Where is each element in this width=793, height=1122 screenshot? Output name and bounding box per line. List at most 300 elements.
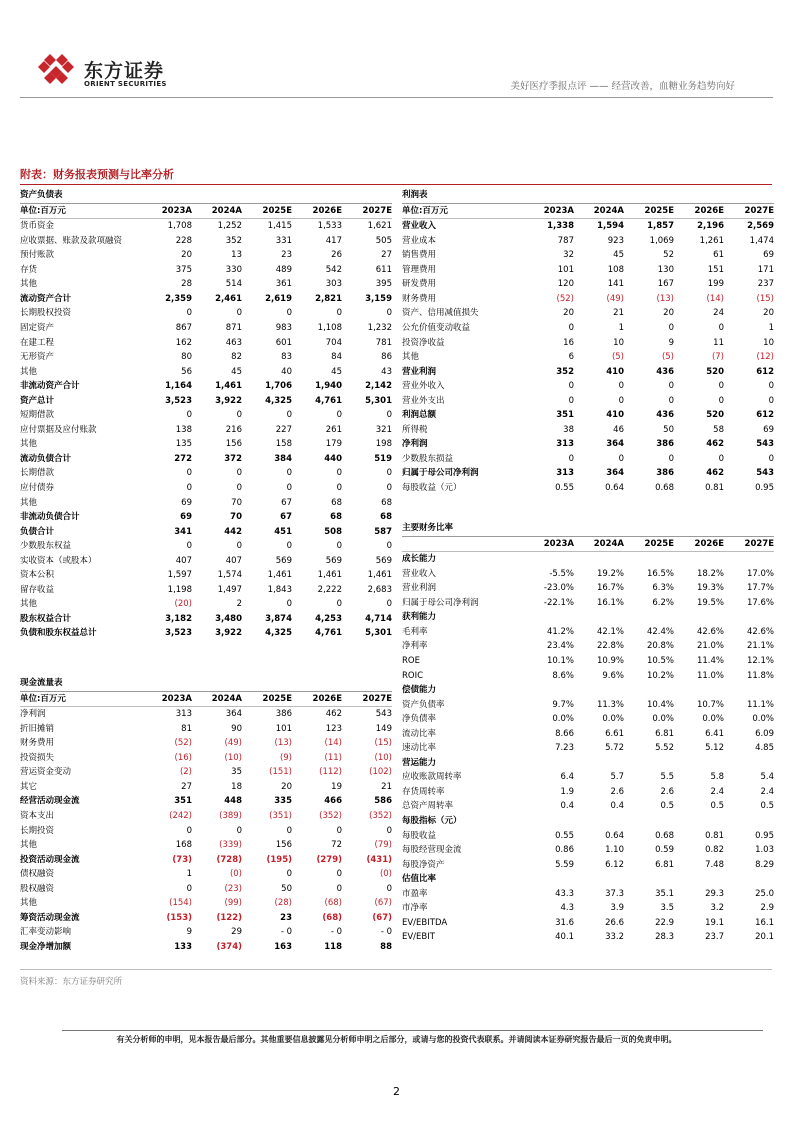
row-label: 营业外收入 [402,381,445,392]
cell-value [524,872,574,887]
cell-value: 1,261 [699,235,724,246]
cell-value: 16 [563,337,574,348]
unit-header [402,537,524,552]
table-row [402,712,774,727]
cell-value: 10.1% [546,655,574,666]
row-label: 长期借款 [20,468,55,479]
cell-value: (16) [174,752,192,763]
table-row [402,639,774,654]
table-row [20,882,392,897]
cell-value [724,756,774,771]
cell-value: 6.12 [605,859,624,870]
cell-value: 0 [286,308,292,319]
table-header-row [20,692,392,707]
table-row [402,452,774,467]
row-label: 折旧摊销 [20,723,55,734]
cell-value: 0 [236,308,242,319]
cell-value: 72 [331,840,342,851]
table-row [20,336,392,351]
cell-value: 352 [225,235,242,246]
cell-value: (352) [319,810,342,821]
cell-value: 1.10 [605,845,624,856]
row-label: 营运能力 [402,757,437,768]
cell-value: (9) [279,752,292,763]
cell-value: 704 [325,337,342,348]
cell-value: (5) [661,352,674,363]
table-row [20,612,392,627]
cell-value: (14) [706,293,724,304]
cell-value: 0 [718,453,724,464]
row-label: 每股收益（元） [402,482,462,493]
row-label: 经营活动现金流 [20,796,80,807]
row-label: 利润总额 [402,410,437,421]
table-row [402,683,774,698]
cell-value: 41.2% [546,626,574,637]
cell-value: 120 [557,279,574,290]
row-label: 其他 [20,497,38,508]
cell-value: 21.0% [696,641,724,652]
cell-value: 0 [668,322,674,333]
cell-value: 462 [706,439,724,450]
cell-value: 68 [380,512,392,523]
cell-value: 1,940 [315,381,342,392]
year-header: 2025E [242,692,292,707]
year-header: 2027E [342,692,392,707]
cell-value: 543 [375,709,392,720]
cell-value: 489 [275,264,292,275]
cell-value [624,552,674,567]
cell-value: 68 [381,497,392,508]
cell-value: 163 [274,941,292,952]
cell-value: 19.5% [696,597,724,608]
income-statement-table [402,204,774,496]
row-label: 留存收益 [20,584,55,595]
table-row [20,867,392,882]
row-label: 投资损失 [20,752,55,763]
cell-value: 179 [325,439,342,450]
cell-value: 364 [606,468,624,479]
table-row [20,765,392,780]
row-label: 营业收入 [402,568,437,579]
year-header: 2025E [624,537,674,552]
cell-value: 335 [274,796,292,807]
cell-value: 10.5% [646,655,674,666]
cell-value: 0 [336,541,342,552]
row-label: 其他 [20,439,38,450]
cell-value: 611 [375,264,392,275]
cell-value: 1,843 [267,584,292,595]
cell-value: 81 [181,723,192,734]
row-label: 市净率 [402,903,428,914]
cell-value: 508 [324,526,342,537]
table-row [402,306,774,321]
cell-value: 0 [386,468,392,479]
cell-value: (14) [324,738,342,749]
row-label: 营业外支出 [402,395,445,406]
cell-value: - 0 [380,927,392,938]
row-label: 实收资本（或股本） [20,555,97,566]
table-row [20,263,392,278]
cell-value: - 0 [280,927,292,938]
cell-value: (12) [756,352,774,363]
cell-value: 69 [763,424,774,435]
brand-name-cn: 东方证券 [84,60,165,82]
cell-value: 16.7% [596,583,624,594]
table-row [20,583,392,598]
row-label: 净利润 [20,709,46,720]
row-label: EV/EBIT [402,932,435,943]
cell-value: 1,198 [167,584,192,595]
cell-value: 0.0% [552,714,574,725]
source-divider [20,969,772,970]
cell-value: 364 [225,709,242,720]
cell-value: 505 [375,235,392,246]
cell-value: (7) [711,352,724,363]
cell-value: 23.4% [546,641,574,652]
table-row [402,552,774,567]
cell-value: 261 [325,424,342,435]
table-row [20,751,392,766]
cell-value: 26.6 [605,917,624,928]
cell-value: 23 [280,912,292,923]
cell-value: 0.4 [560,801,574,812]
income-statement-title: 利润表 [402,188,774,204]
cell-value: 10.9% [596,655,624,666]
cell-value: (151) [269,767,292,778]
cell-value: (68) [324,898,342,909]
cell-value: 88 [380,941,392,952]
cell-value [724,610,774,625]
row-label: 偿债能力 [402,685,437,696]
cell-value: 1,474 [749,235,774,246]
cell-value: 11.4% [696,655,724,666]
row-label: 管理费用 [402,264,437,275]
cell-value: 0.5 [710,801,724,812]
cell-value [574,814,624,829]
row-label: 其它 [20,781,38,792]
year-header: 2024A [192,204,242,219]
cell-value: 4.85 [755,743,774,754]
cell-value: 0.68 [655,830,674,841]
cell-value [674,683,724,698]
table-row [20,554,392,569]
cell-value: 10 [613,337,624,348]
cell-value: (52) [556,293,574,304]
cell-value: 5,301 [365,628,392,639]
cell-value: 28.3 [655,932,674,943]
cell-value: 0 [186,883,192,894]
cell-value: 5.5 [660,772,674,783]
row-label: 每股收益 [402,830,437,841]
cell-value: 0 [286,599,292,610]
cell-value: 0 [336,825,342,836]
cell-value: 19.1 [705,917,724,928]
cell-value: 199 [707,279,724,290]
cell-value: 16.5% [646,568,674,579]
cell-value: 37.3 [605,888,624,899]
table-row [20,321,392,336]
row-label: EV/EBITDA [402,917,448,928]
cell-value: 0 [236,410,242,421]
cell-value: 3,159 [365,293,392,304]
cell-value [674,814,724,829]
table-row [20,234,392,249]
year-header: 2027E [724,204,774,219]
cell-value: 0 [668,381,674,392]
cell-value: 84 [331,352,342,363]
cell-value: 463 [225,337,242,348]
cell-value: 7.23 [555,743,574,754]
row-label: 股权融资 [20,883,55,894]
cell-value: 0 [768,381,774,392]
cell-value: (99) [224,898,242,909]
cell-value: 0.81 [705,482,724,493]
cell-value: (67) [372,912,392,923]
cell-value: 50 [663,424,674,435]
cell-value: 58 [713,424,724,435]
row-label: 营业利润 [402,583,437,594]
row-label: 投资活动现金流 [20,854,80,865]
cell-value: 0.68 [655,482,674,493]
cell-value: 12.1% [746,655,774,666]
cell-value: 1,164 [165,381,192,392]
cell-value: 352 [556,366,574,377]
cell-value: 514 [225,279,242,290]
cell-value: 6.81 [655,728,674,739]
cell-value: 2,461 [215,293,242,304]
cell-value: 0 [336,482,342,493]
cell-value: 32 [563,250,574,261]
cell-value: 569 [325,555,342,566]
cell-value: 10.2% [646,670,674,681]
cell-value: 781 [375,337,392,348]
cell-value [624,683,674,698]
table-row [402,336,774,351]
cell-value: 40 [281,366,292,377]
cell-value: 69 [180,512,192,523]
cell-value: 0 [186,410,192,421]
row-label: 固定资产 [20,322,55,333]
table-row [402,698,774,713]
row-label: 所得税 [402,424,428,435]
cell-value: 6.4 [560,772,574,783]
cell-value [524,683,574,698]
cell-value: 237 [757,279,774,290]
row-label: 净利率 [402,641,428,652]
cell-value: 0 [718,395,724,406]
cell-value: (195) [266,854,292,865]
cell-value: -22.1% [543,597,574,608]
table-row [20,722,392,737]
year-header: 2026E [292,692,342,707]
row-label: 净负债率 [402,714,437,725]
table-row [402,437,774,452]
table-row [20,896,392,911]
cell-value: 0.81 [705,830,724,841]
cell-value: 23.7 [705,932,724,943]
cell-value: 330 [225,264,242,275]
cell-value: 24 [713,308,724,319]
cell-value: 1,461 [367,570,392,581]
row-label: 销售费用 [402,250,437,261]
table-row [402,669,774,684]
cell-value: 50 [281,883,292,894]
cell-value: 11 [713,337,724,348]
financial-ratios-table [402,537,774,945]
table-row [20,394,392,409]
cell-value: 69 [763,250,774,261]
cell-value: 33.2 [605,932,624,943]
cell-value: (389) [219,810,242,821]
row-label: 应收账款周转率 [402,772,462,783]
cell-value: (112) [319,767,342,778]
cell-value: 462 [325,709,342,720]
cell-value: 2,569 [747,221,774,232]
row-label: 每股经营现金流 [402,845,462,856]
cell-value: 6.09 [755,728,774,739]
cell-value: 2.4 [710,786,724,797]
cell-value: 0 [336,468,342,479]
cell-value: 4,325 [265,628,292,639]
cell-value: 10 [763,337,774,348]
cell-value: 1,232 [367,322,392,333]
table-row [20,925,392,940]
cell-value: 46 [613,424,624,435]
table-row [402,277,774,292]
cell-value: 10.4% [646,699,674,710]
cell-value: 17.7% [746,583,774,594]
cell-value: 38 [563,424,574,435]
cell-value: 18.2% [696,568,724,579]
table-row [402,727,774,742]
cell-value: 1 [618,322,624,333]
cell-value: 1,574 [217,570,242,581]
row-label: 非流动资产合计 [20,381,80,392]
cell-value: (52) [174,738,192,749]
cell-value: (2) [179,767,192,778]
cell-value: (11) [324,752,342,763]
table-row [402,292,774,307]
cell-value: 1,252 [217,221,242,232]
income-statement-panel [402,188,774,496]
table-row [402,481,774,496]
table-row [20,736,392,751]
table-row [20,911,392,926]
cell-value: 2,821 [315,293,342,304]
cell-value: 138 [175,424,192,435]
row-label: 无形资产 [20,352,55,363]
cell-value: 612 [756,366,774,377]
row-label: 公允价值变动收益 [402,322,471,333]
page-number: 2 [393,1085,400,1098]
cell-value: 18 [231,781,242,792]
cell-value [624,814,674,829]
cell-value: 272 [174,453,192,464]
cell-value: 42.6% [696,626,724,637]
table-row [20,853,392,868]
cell-value: (339) [219,840,242,851]
cell-value: (49) [224,738,242,749]
cell-value: 20 [763,308,774,319]
row-label: 流动负债合计 [20,453,72,464]
cell-value [574,872,624,887]
cell-value: 0.0% [752,714,774,725]
row-label: 应付债券 [20,482,55,493]
cell-value: (279) [316,854,342,865]
table-row [20,452,392,467]
cell-value: 43 [381,366,392,377]
cell-value: (10) [224,752,242,763]
cell-value: 2,683 [367,584,392,595]
cell-value: 520 [706,410,724,421]
cell-value: 43.3 [555,888,574,899]
cell-value: 0 [186,468,192,479]
table-row [402,263,774,278]
financial-ratios-title: 主要财务比率 [402,521,774,537]
cell-value: 1.03 [755,845,774,856]
table-row [402,872,774,887]
cell-value: 61 [713,250,724,261]
cell-value: 1 [768,322,774,333]
cell-value: 569 [375,555,392,566]
cell-value: 587 [374,526,392,537]
table-row [20,408,392,423]
table-row [20,379,392,394]
cell-value: 68 [331,497,342,508]
cell-value: 0.59 [655,845,674,856]
row-label: 资产负债率 [402,699,445,710]
table-row [402,365,774,380]
cell-value: 227 [275,424,292,435]
table-row [20,496,392,511]
cell-value: 462 [706,468,724,479]
cell-value: 23 [281,250,292,261]
year-header: 2023A [524,537,574,552]
cell-value: 20 [181,250,192,261]
row-label: 应付票据及应付账款 [20,424,97,435]
cell-value: 1.9 [560,786,574,797]
cell-value: 21 [381,781,392,792]
cell-value: 198 [375,439,392,450]
cell-value [574,610,624,625]
row-label: 总资产周转率 [402,801,454,812]
cell-value: 410 [606,366,624,377]
cell-value: 3,182 [165,613,192,624]
cell-value: 5.72 [605,743,624,754]
cell-value: 0 [286,541,292,552]
table-row [402,887,774,902]
cell-value: 0 [386,541,392,552]
cell-value [724,814,774,829]
cell-value: 149 [375,723,392,734]
cell-value: 6.2% [652,597,674,608]
cell-value: 0.95 [755,482,774,493]
cell-value: 341 [174,526,192,537]
row-label: 资产总计 [20,395,55,406]
row-label: 存货 [20,264,38,275]
cash-flow-table [20,692,392,955]
year-header: 2026E [674,537,724,552]
table-row [20,219,392,234]
table-row [402,248,774,263]
cell-value: (10) [374,752,392,763]
row-label: 财务费用 [20,738,55,749]
row-label: 负债合计 [20,526,55,537]
row-label: 研发费用 [402,279,437,290]
cell-value: (122) [216,912,242,923]
cell-value: (153) [166,912,192,923]
cell-value: 101 [275,723,292,734]
